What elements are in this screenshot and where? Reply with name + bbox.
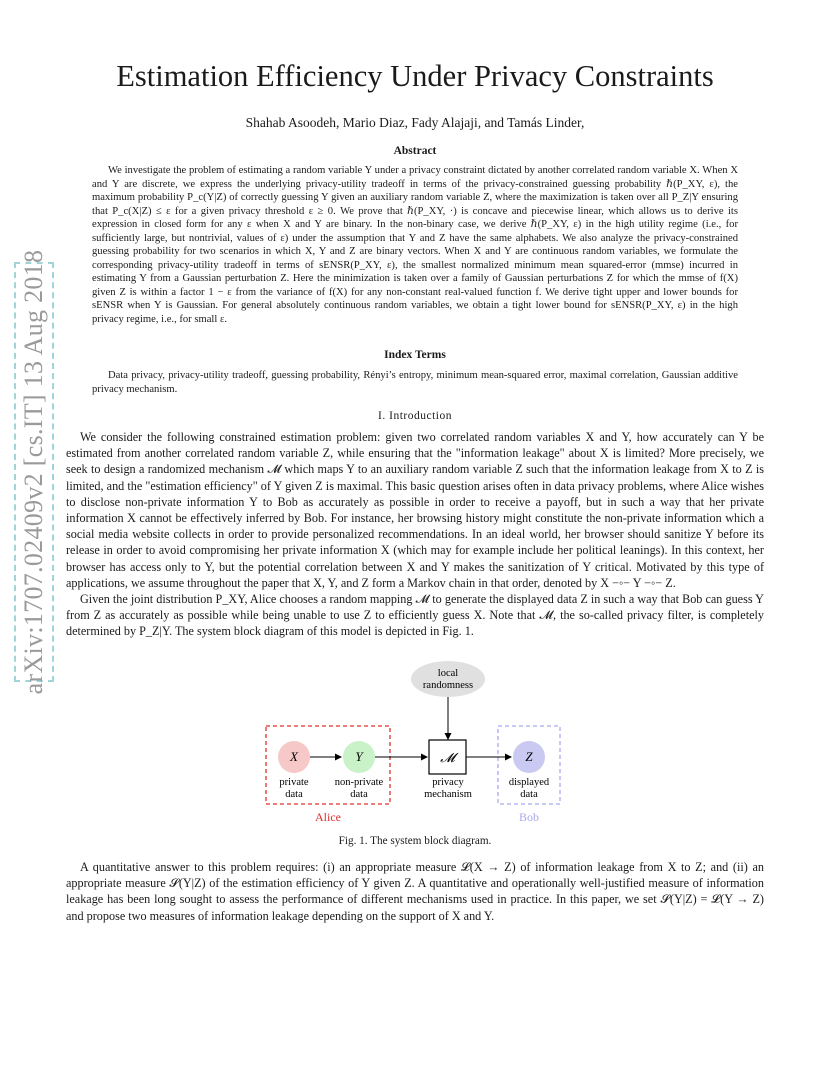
- index-terms-heading: Index Terms: [384, 349, 446, 361]
- alice-label: Alice: [315, 810, 341, 824]
- abstract-heading: Abstract: [393, 145, 437, 157]
- arxiv-identifier: arXiv:1707.02409v2 [cs.IT] 13 Aug 2018: [19, 249, 48, 695]
- abstract-text: We investigate the problem of estimating a random variable Y under a privacy constraint dictated by another correlated random variable X. When X and Y are discrete, we express the underlying privacy-utility tradeoff in terms of the privacy-constrained guessing probability ℏ(P_XY, ε), the maximum probability P_c(Y|Z) of correctly guessing Y given an auxiliary random variable Z, where the maximization is taken over all P_Z|Y ensuring that P_c(X|Z) ≤ ε for a given privacy threshold ε ≥ 0. We prove that ℏ(P_XY, ·) is concave and piecewise linear, which allows us to derive its expression in closed form for any ε when X and Y are binary. In the non-binary case, we derive ℏ(P_XY, ε) in the high utility regime (i.e., for sufficiently large, but nontrivial, values of ε) under the assumption that Y and Z have the same alphabets. We also analyze the privacy-constrained guessing probability for two scenarios in which X, Y and Z are binary vectors. When X and Y are continuous random variables, we formulate the corresponding privacy-utility tradeoff in terms of sENSR(P_XY, ε), the smallest normalized minimum mean squared-error (mmse) incurred in estimating Y from a Gaussian perturbation Z. Here the minimization is taken over a family of Gaussian perturbations Z for which the mmse of f(X) given Z is within a factor 1 − ε from the variance of f(X) for any non-constant real-valued function f. We derive tight upper and lower bounds for sENSR when Y is Gaussian. For general absolutely continuous random variables, we obtain a tight lower bound for sENSR(P_XY, ε) in the high privacy regime, i.e., for small ε.: [92, 165, 738, 325]
- author-list: Shahab Asoodeh, Mario Diaz, Fady Alajaji, and Tamás Linder,: [245, 115, 585, 130]
- paper-title: Estimation Efficiency Under Privacy Constraints: [116, 59, 714, 93]
- intro-paragraph-1: We consider the following constrained estimation problem: given two correlated random variables X and Y, how accurately can Y be estimated from another correlated random variable Z, while ensuring that the "information leakage" about X is limited? More precisely, we seek to design a randomized mechanism 𝓜 which maps Y to an auxiliary random variable Z such that the information leakage from X to Z is limited, and the "estimation efficiency" of Y given Z is maximal. This basic question arises often in data privacy problems, where Alice wishes to disclose non-private information Y to Bob as accurately as possible in order to receive a payoff, but in such a way that her private information X cannot be effectively inferred by Bob. For instance, her browsing history might constitute the non-private information which a social media website collects in order to provide personalized recommendations. In an ideal world, her browser should sanitize Y before its release in order to avoid compromising her private information X (which may for example include her political leanings). In this context, her browser has access only to Y, but the potential correlation between X and Y makes the sanitization of Y critical. Motivated by this type of applications, we assume throughout the paper that X, Y, and Z form a Markov chain in that order, denoted by X −◦− Y −◦− Z.: [66, 430, 764, 590]
- y-caption-2: data: [350, 789, 368, 800]
- system-block-diagram: [262, 660, 568, 832]
- local-randomness-cloud: [411, 661, 485, 697]
- local-randomness-label-2: randomness: [422, 680, 474, 691]
- x-caption-1: private: [279, 777, 309, 788]
- node-z-label: Z: [525, 749, 533, 764]
- z-caption-2: data: [520, 789, 538, 800]
- figure-caption: Fig. 1. The system block diagram.: [338, 835, 492, 847]
- body-paragraph-3: A quantitative answer to this problem requires: (i) an appropriate measure 𝓛(X → Z) of information leakage from X to Z; and (ii) an appropriate measure 𝓢(Y|Z) of the estimation efficiency of Y given Z. A quantitative and operationally well-justified measure of information leakage has been long sought to assess the performance of different mechanisms used in practice. In this paper, we set 𝓢(Y|Z) = 𝓛(Y → Z) and propose two measures of information leakage depending on the support of X and Y.: [66, 860, 764, 923]
- arxiv-stamp: [14, 249, 54, 695]
- bob-label: Bob: [518, 810, 540, 824]
- z-caption-1: displayed: [508, 777, 550, 788]
- section-heading-introduction: I. Introduction: [378, 410, 452, 422]
- m-caption-2: mechanism: [424, 789, 472, 800]
- post-figure-body: [66, 859, 764, 924]
- local-randomness-label-1: local: [437, 668, 459, 679]
- x-caption-2: data: [285, 789, 303, 800]
- intro-paragraph-2: Given the joint distribution P_XY, Alice chooses a random mapping 𝓜 to generate the displayed data Z in such a way that Bob can guess Y from Z as accurately as possible while being unable to use Z to efficiently guess X. Note that 𝓜, the so-called privacy filter, is completely determined by P_Z|Y. The system block diagram of this model is depicted in Fig. 1.: [66, 592, 764, 639]
- index-terms-text: Data privacy, privacy-utility tradeoff, guessing probability, Rényi’s entropy, minimum mean-squared error, maximal correlation, Gaussian additive privacy mechanism.: [92, 370, 738, 395]
- m-caption-1: privacy: [432, 777, 464, 788]
- node-y-label: Y: [355, 749, 363, 764]
- introduction-body: [66, 429, 764, 640]
- mechanism-label: 𝓜: [440, 750, 455, 765]
- y-caption-1: non-private: [334, 777, 384, 788]
- node-x-label: X: [290, 749, 298, 764]
